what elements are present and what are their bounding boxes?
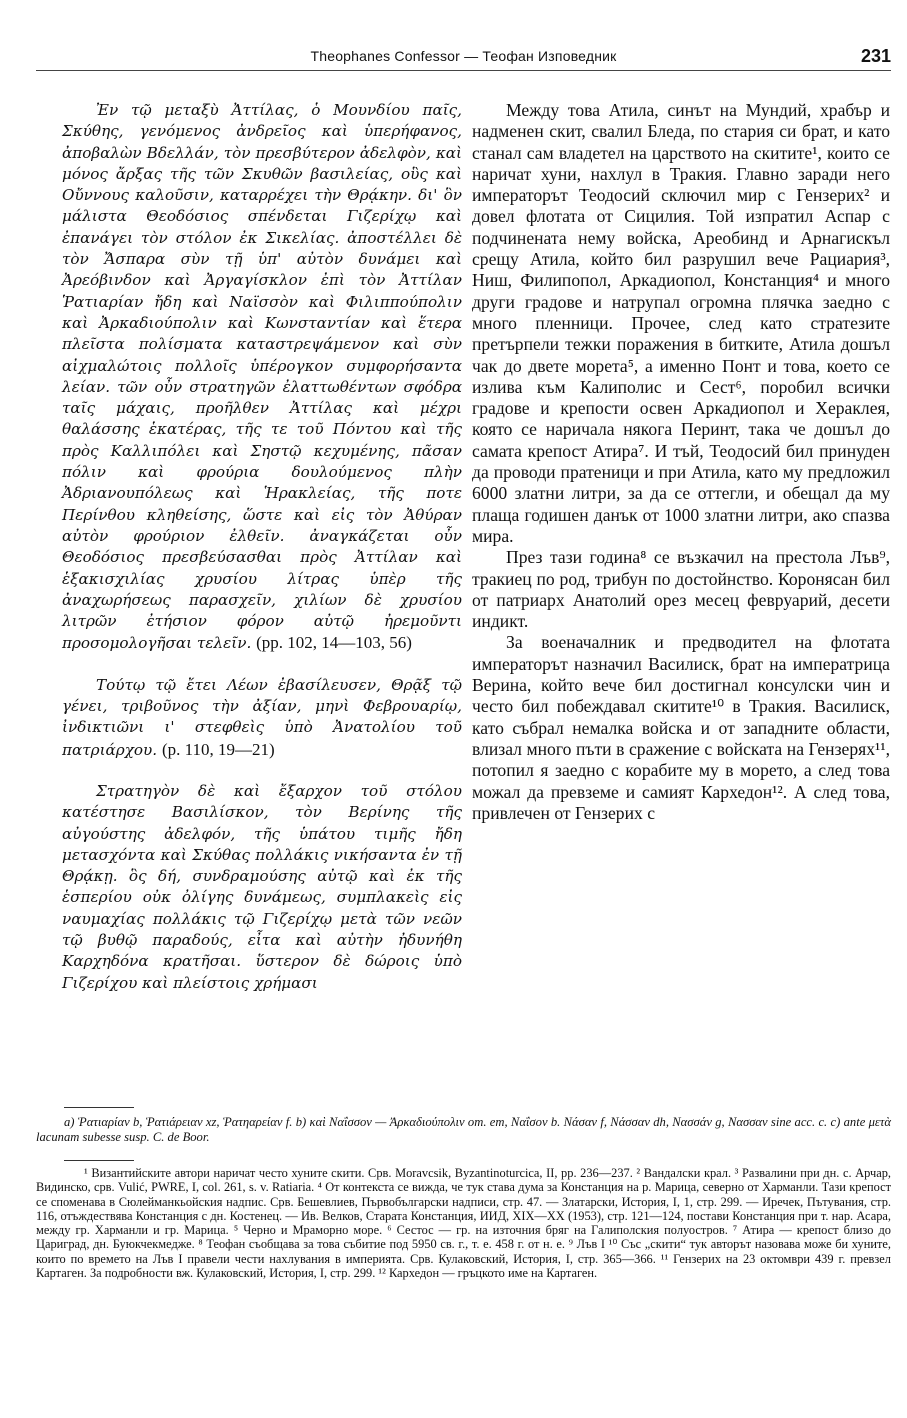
greek-text-1: Ἐν τῷ μεταξὺ Ἀττίλας, ὁ Μουνδίου παῖς, Σκύθης, γενόμενος ἀνδρεῖος καὶ ὑπερήφανος, ἀποβαλὼν Βδελλάν, τὸν πρεσβύτερον ἀδελφὸν, καὶ μόνος ἄρξας τῆς τῶν Σκυθῶν βασιλείας, οὓς καὶ Οὔννους καλοῦσιν, καταρρέχει τὴν Θρᾴκην. δι' ὃν μάλιστα Θεοδόσιος σπένδεται Γιζερίχῳ καὶ ἐπανάγει τὸν στόλον ἐκ Σικελίας. ἀποστέλλει δὲ τὸν Ἄσπαρα σὺν τῇ ὑπ' αὐτὸν δυνάμει καὶ Ἀρεόβινδον καὶ Ἀργαγίσκλον ἐπὶ τὸν Ἀττίλαν Ῥατιαρίαν ἤδη καὶ Ναϊσσὸν καὶ Φιλιππούπολιν καὶ Ἀρκαδιούπολιν καὶ Κωνσταντίαν καὶ ἕτερα πλεῖστα πολίσματα καταστρεψάμενον καὶ σὺν αἰχμαλώτοις πολλοῖς ὑπέρογκον συμφορήσαντα λείαν. τῶν οὖν στρατηγῶν ἐλαττωθέντων σφόδρα ταῖς μάχαις, προῆλθεν Ἀττίλας καὶ μέχρι θαλάσσης ἑκατέρας, τῆς τε τοῦ Πόντου καὶ τῆς πρὸς Καλλιπόλει καὶ Σηστῷ κεχυμένης, πᾶσαν πόλιν καὶ φρούρια δουλούμενος πλὴν Ἀδριανουπόλεως καὶ Ἡρακλείας, τῆς ποτε Περίνθου κληθείσης, ὥστε καὶ εἰς τὸν Ἀθύραν αὐτὸν φρούριον ἐλθεῖν. ἀναγκάζεται οὖν Θεοδόσιος πρεσβεύσασθαι πρὸς Ἀττίλαν καὶ ἑξακισχιλίας χρυσίου λίτρας ὑπὲρ τῆς ἀναχωρήσεως παρασχεῖν, χιλίων δὲ χρυσίου λιτρῶν ἐτήσιον φόρον αὐτῷ ἠρεμοῦντι προσομολογῆσαι τελεῖν. [62,101,462,653]
greek-paragraph-3 [62,781,462,994]
greek-ref-2: (p. 110, 19—21) [161,739,275,759]
page-number: 231 [860,46,891,66]
apparatus-text: a) Ῥατιαρίαν b, Ῥατιάρειαν xz, Ῥατηαρείαν f. b) καὶ Ναΐσσον — Ἀρκαδιούπολιν om. em, Ναΐσον b. Νάσαν f, Νάσσαν dh, Νασσάν g, Νασσαν sine acc. c. c) ante μετὰ lacunam subesse susp. C. de Boor. [36,1115,891,1144]
bulgarian-paragraph-3: За военачалник и предводител на флотата императорът назначил Василиск, брат на императрица Верина, който вече бил достигнал консулски чин и често бил побеждавал скитите¹⁰ в Тракия. Василиск, като събрал немалка войска и от западните области, влизал много пъти в сражение с войската на Гензерях¹¹, потопил я заедно с корабите му в морето, а след това можал да превземе и самият Кархедон¹². А след това, привлечен от Гензерих с [472,632,890,823]
header-rule [36,70,891,71]
footnotes-text: ¹ Византийските автори наричат често хуните скити. Срв. Moravcsik, Byzantinoturcica, II, pp. 236—237. ² Вандалски крал. ³ Развалини при дн. с. Арчар, Видинско, срв. Vulić, PWRE, I, col. 261, s. v. Ratiaria. ⁴ От контекста се вижда, че тук става дума за Констанция на р. Марица, северно от Харманли. Тази крепост се споменава в Сюлейманкьойския надпис. Срв. Бешевлиев, Първобългарски надписи, стр. 47. — Златарски, История, I, 1, стр. 299. — Иречек, Пътувания, стр. 116, отъждествява Констанция с дн. Костенец. — Ив. Велков, Старата Констанция, ИИД, XIX—XX (1953), стр. 121—124, постави Констанция при т. нар. Асара, между гр. Харманли и гр. Марица. ⁵ Черно и Мраморно море. ⁶ Сестос — гр. на източния бряг на Галиполския полуостров. ⁷ Атира — крепост близо до Цариград, дн. Буюкчекмедже. ⁸ Теофан съобщава за това събитие под 5950 св. г., т. е. 458 г. от н. е. ⁹ Лъв I ¹⁰ Със „скити“ тук авторът назовава може би хуните, които по времето на Лъв I правели чести нахлувания в империята. Срв. Кулаковский, История, I, стр. 365—366. ¹¹ Гензерих на 23 октомври 439 г. превзел Картаген. За подробности вж. Кулаковский, История, I, стр. 299. ¹² Кархедон — гръцкото име на Картаген. [36,1166,891,1281]
apparatus-rule [64,1107,134,1108]
greek-ref-1: (pp. 102, 14—103, 56) [256,633,412,653]
greek-column [62,100,462,994]
page-header [36,46,891,76]
greek-text-2: Τούτῳ τῷ ἔτει Λέων ἐβασίλευσεν, Θρᾷξ τῷ γένει, τριβοῦνος τὴν ἀξίαν, μηνὶ Φεβρουαρίῳ, ἰνδικτιῶνι ι' στεφθεὶς ὑπὸ Ἀνατολίου τοῦ πατριάρχου. [62,675,462,759]
running-title: Theophanes Confessor — Теофан Изповедник [310,48,617,64]
greek-paragraph-1 [62,100,462,655]
footnotes-rule [64,1160,134,1161]
greek-text-3: Στρατηγὸν δὲ καὶ ἔξαρχον τοῦ στόλου κατέστησε Βασιλίσκον, τὸν Βερίνης τῆς αὐγούστης ἀδελφόν, τῆς ὑπάτου τιμῆς ἤδη μετασχόντα καὶ Σκύθας πολλάκις νικήσαντα ἐν τῇ Θρᾴκῃ. ὃς δή, συνδραμούσης αὐτῷ καὶ ἐκ τῆς ἑσπερίου οὐκ ὀλίγης δυνάμεως, συμπλακεὶς εἰς ναυμαχίας πολλάκις τῷ Γιζερίχῳ μετὰ τῶν νεῶν τῷ βυθῷ παραδούς, εἶτα καὶ αὐτὴν ἠδυνήθη Καρχηδόνα κρατῆσαι. ὕστερον δὲ δώροις ὑπὸ Γιζερίχου καὶ πλείστοις χρήμασι [62,781,462,992]
bulgarian-column [472,100,890,824]
critical-apparatus [36,1115,891,1145]
greek-paragraph-2 [62,675,462,761]
bulgarian-paragraph-1: Между това Атила, синът на Мундий, храбър и надменен скит, свалил Бледа, по стария си брат, и като станал сам владетел на царството на скитите¹, които се наричат хуни, нахлул в Тракия. Главно заради него императорът Теодосий сключил мир с Гензерих² и довел флотата от Сицилия. Той изпратил Аспар с подчинената нему войска, Ареобинд и Арнагискъл срещу Атила, който бил разрушил вече Рациария³, Ниш, Филипопол, Аркадиопол, Констанция⁴ и много други градове и натрупал огромна плячка заедно с много пленници. Прочее, след като стратезите претърпели тежки поражения в битките, Атила дошъл чак до двете морета⁵, а именно Понт и това, което се излива към Калиполис и Сест⁶, поробил всички градове и крепости освен Аркадиопол и Хераклея, която се наричала някога Перинт, така че дошъл до самата крепост Атира⁷. И тъй, Теодосий бил принуден да проводи пратеници и при Атила, като му предложил 6000 златни литри, за да се оттегли, и обещал да му плаща годишен данък от 1000 златни литри, ако спазва мира. [472,100,890,546]
footnotes [36,1166,891,1280]
bulgarian-paragraph-2: През тази година⁸ се възкачил на престола Лъв⁹, тракиец по род, трибун по достойнство. Коронясан бил от патриарх Анатолий орез месец февруарий, десети индикт. [472,547,890,632]
